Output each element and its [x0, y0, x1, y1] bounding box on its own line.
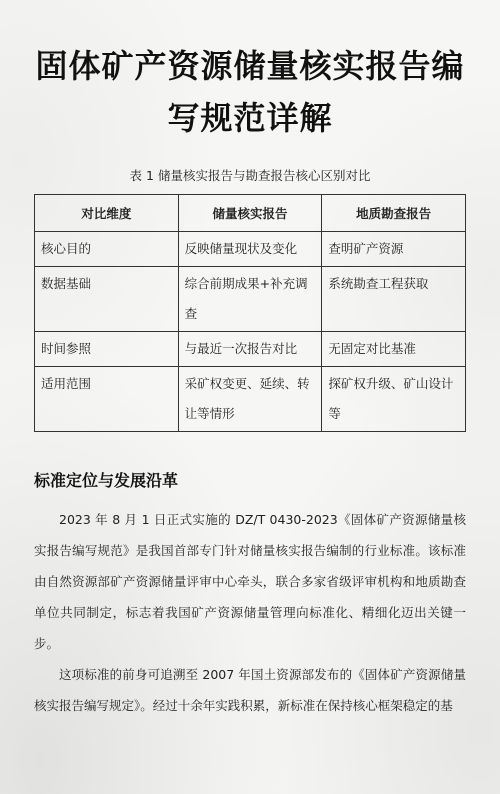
table-caption: 表 1 储量核实报告与勘查报告核心区别对比 [129, 168, 371, 183]
table-cell: 系统勘查工程获取 [322, 267, 466, 332]
table-cell: 适用范围 [35, 367, 179, 432]
table-cell: 时间参照 [35, 332, 179, 367]
page-title: 固体矿产资源储量核实报告编写规范详解 [35, 47, 465, 137]
table-cell: 探矿权升级、矿山设计等 [322, 367, 466, 432]
comparison-table [34, 194, 466, 432]
table-cell: 反映储量现状及变化 [178, 232, 322, 267]
table-cell: 核心目的 [35, 232, 179, 267]
section-heading: 标准定位与发展沿革 [34, 471, 179, 490]
table-header-row [35, 195, 466, 232]
table-cell: 查明矿产资源 [322, 232, 466, 267]
table-cell: 综合前期成果+补充调查 [178, 267, 322, 332]
table-row [35, 367, 466, 432]
table-cell: 与最近一次报告对比 [178, 332, 322, 367]
table-row [35, 332, 466, 367]
table-header-cell: 地质勘查报告 [322, 195, 466, 232]
table-header-cell: 储量核实报告 [178, 195, 322, 232]
table-header-cell: 对比维度 [35, 195, 179, 232]
body-paragraph: 这项标准的前身可追溯至 2007 年国土资源部发布的《固体矿产资源储量核实报告编写规定》。经过十余年实践积累，新标准在保持核心框架稳定的基 [34, 667, 466, 713]
body-paragraph: 2023 年 8 月 1 日正式实施的 DZ/T 0430-2023《固体矿产资源储量核实报告编写规范》是我国首部专门针对储量核实报告编制的行业标准。该标准由自然资源部矿产资源储量评审中心牵头，联合多家省级评审机构和地质勘查单位共同制定，标志着我国矿产资源储量管理向标准化、精细化迈出关键一步。 [34, 512, 466, 651]
table-cell: 无固定对比基准 [322, 332, 466, 367]
table-row [35, 232, 466, 267]
table-row [35, 267, 466, 332]
table-cell: 数据基础 [35, 267, 179, 332]
table-cell: 采矿权变更、延续、转让等情形 [178, 367, 322, 432]
